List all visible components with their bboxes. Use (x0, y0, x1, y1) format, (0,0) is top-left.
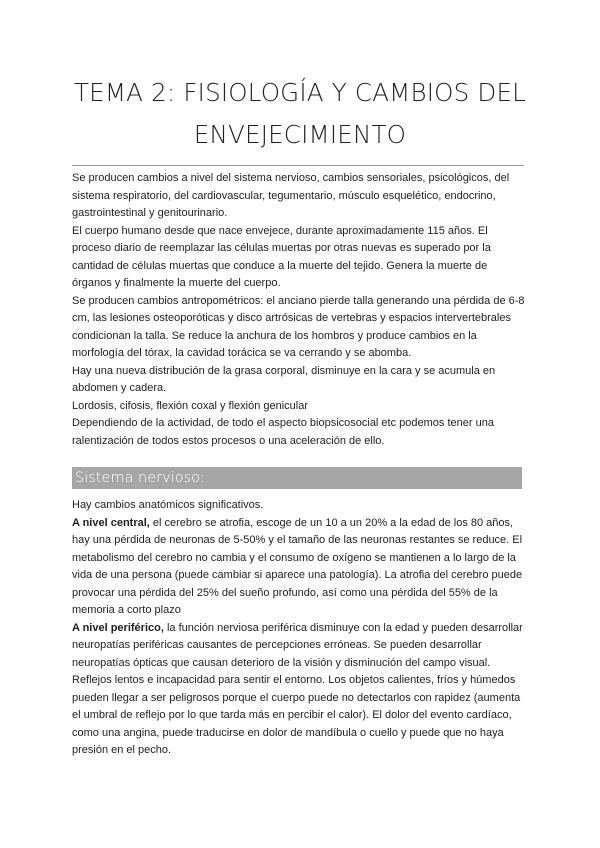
intro-paragraph: Lordosis, cifosis, flexión coxal y flexión genicular (72, 399, 309, 412)
peripheral-text: la función nerviosa periférica disminuye con la edad y pueden desarrollar neuropatías periféricas causantes de percepciones erróneas. Se pueden desarrollar neuropatías ópticas que causan deterioro de la visión y disminución del campo visual. (72, 621, 523, 669)
section-paragraph: Reflejos lentos e incapacidad para sentir el entorno. Los objetos calientes, fríos y húmedos pueden llegar a ser peligrosos porque el cuerpo puede no detectarlos con rapidez (aumenta el umbral de reflejo por lo que tarda más en percibir el calor). El dolor del evento cardíaco, como una angina, puede traducirse en dolor de mandíbula o cuello y puede que no haya presión en el pecho. (72, 674, 521, 756)
intro-paragraph: Se producen cambios antropométricos: el anciano pierde talla generando una pérdida de 6-8 cm, las lesiones osteoporóticas y disco artrósicas de vertebras y espacios intervertebrales condicionan la talla. Se reduce la anchura de los hombros y produce cambios en la morfología del tórax, la cavidad torácica se va cerrando y se abomba. (72, 294, 525, 359)
central-text: el cerebro se atrofia, escoge de un 10 a un 20% a la edad de los 80 años, hay una pérdida de neuronas de 5-50% y el tamaño de las neuronas restantes se reduce. El metabolismo del cerebro no cambia y el consumo de oxígeno se mantienen a lo largo de la vida de una persona (puede cambiar si aparece una patología). La atrofia del cerebro puede provocar una pérdida del 25% del sueño profundo, así como una pérdida del 55% de la memoria a corto plazo (72, 516, 523, 616)
intro-paragraph: Hay una nueva distribución de la grasa corporal, disminuye en la cara y se acumula en abdomen y cadera. (72, 364, 496, 394)
intro-text (72, 170, 528, 450)
intro-paragraph: El cuerpo humano desde que nace envejece, durante aproximadamente 115 años. El proceso diario de reemplazar las células muertas por otras nuevas es superado por la cantidad de células muertas que conduce a la muerte del tejido. Genera la muerte de órganos y finalmente la muerte del cuerpo. (72, 224, 491, 289)
lead-central: A nivel central, (72, 516, 150, 529)
section-body (72, 497, 528, 760)
section-heading: Sistema nervioso: (75, 470, 205, 486)
section-paragraph-peripheral (72, 620, 528, 673)
section-paragraph: Hay cambios anatómicos significativos. (72, 499, 264, 511)
title-divider (72, 165, 524, 166)
intro-paragraph: Dependiendo de la actividad, de todo el aspecto biopsicosocial etc podemos tener una ralentización de todos estos procesos o una aceleración de ello. (72, 417, 494, 447)
intro-paragraph: Se producen cambios a nivel del sistema nervioso, cambios sensoriales, psicológicos, del sistema respiratorio, del cardiovascular, tegumentario, músculo esquelético, endocrino, gastrointestinal y genitourinario. (72, 172, 510, 219)
page-title (60, 72, 540, 156)
title-line-1: TEMA 2: FISIOLOGÍA Y CAMBIOS DEL (73, 78, 526, 107)
lead-peripheral: A nivel periférico, (72, 621, 164, 634)
section-heading-bar (72, 467, 522, 489)
title-line-2: ENVEJECIMIENTO (193, 120, 407, 149)
section-paragraph-central (72, 515, 528, 620)
